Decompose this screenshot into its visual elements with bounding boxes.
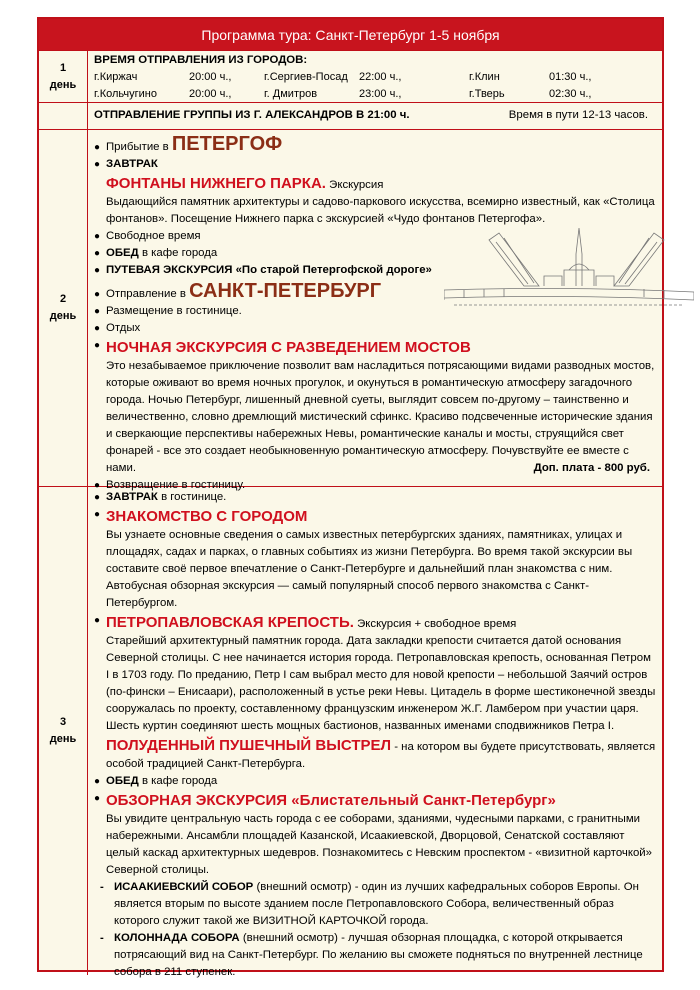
breakfast-suffix: в гостинице. (161, 491, 227, 503)
list-item: ● ЗАВТРАК в гостинице. (94, 491, 227, 503)
list-item: ● Возвращение в гостиницу. (94, 477, 662, 494)
city-name: г.Тверь (469, 88, 505, 100)
dash-item: - КОЛОННАДА СОБОРА (внешний осмотр) - лучшая обзорная площадка, с которой открывается потрясающий вид на Санкт-Петербург. По желанию вы сможете подняться по внутренней лестнице собора в 211 ступенек. (100, 932, 643, 978)
list-item: ● ЗНАКОМСТВО С ГОРОДОМ (94, 508, 308, 525)
day-1-row (39, 50, 662, 102)
departure-cities (94, 69, 662, 103)
lunch: ОБЕД (106, 247, 139, 259)
program-title: Программа тура: Санкт-Петербург 1-5 ноября (39, 19, 662, 50)
day-2-label (39, 130, 88, 486)
night-text (94, 358, 662, 477)
overview-title: ОБЗОРНАЯ ЭКСКУРСИЯ «Блистательный Санкт-Петербург» (106, 792, 556, 809)
day-1-content (88, 51, 662, 102)
fountains-text: Выдающийся памятник архитектуры и садово-паркового искусства, всемирно известный, как «Столица фонтанов». Посещение Нижнего парка с экскурсией «Чудо фонтанов Петергофа». (106, 196, 655, 225)
list-item: ● ОБЕД в кафе города (94, 775, 218, 787)
day-word: день (49, 310, 77, 322)
group-departure: ОТПРАВЛЕНИЕ ГРУППЫ ИЗ Г. АЛЕКСАНДРОВ В 21:00 ч. (94, 109, 410, 121)
free-time: Свободное время (106, 230, 201, 242)
list-item: ● Прибытие в ПЕТЕРГОФ (94, 133, 283, 155)
city-name: г.Кольчугино (94, 88, 158, 100)
city-text: Вы узнаете основные сведения о самых известных петербургских зданиях, памятниках, улицах и площадях, садах и парках, о главных событиях из жизни Петербурга. Во время такой экскурсии вы составите своё первое впечатление о Санкт-Петербурге и дальнейший план знакомства с ним. Автобусная обзорная экскурсия — самый популярный способ первого знакомства с Санкт-Петербургом. (106, 529, 633, 609)
city-time: 20:00 ч., (189, 88, 232, 100)
lunch-suffix: в кафе города (141, 247, 218, 259)
isaac-title: ИСААКИЕВСКИЙ СОБОР (114, 881, 254, 893)
fountains-suffix: Экскурсия (329, 179, 384, 191)
city-time: 02:30 ч., (549, 88, 592, 100)
arrival-prefix: Прибытие в (106, 141, 169, 153)
isaac-bold: ВИЗИТНОЙ КАРТОЧКОЙ (252, 915, 387, 927)
fountains-title: ФОНТАНЫ НИЖНЕГО ПАРКА. (106, 175, 326, 192)
day-3-label (39, 487, 88, 975)
breakfast: ЗАВТРАК (106, 491, 158, 503)
arrival-city: ПЕТЕРГОФ (171, 133, 283, 155)
extra-pay: Доп. плата - 800 руб. (533, 462, 650, 474)
list-item: ● ПУТЕВАЯ ЭКСКУРСИЯ «По старой Петергофской дороге» (94, 262, 662, 279)
fortress-title: ПЕТРОПАВЛОВСКАЯ КРЕПОСТЬ. (106, 614, 354, 631)
list-item: ● Свободное время (94, 228, 662, 245)
list-item: ● ЗАВТРАК (94, 156, 662, 173)
day-number: 2 (59, 293, 67, 305)
day-3-content (88, 487, 662, 978)
night-title: НОЧНАЯ ЭКСКУРСИЯ С РАЗВЕДЕНИЕМ МОСТОВ (106, 339, 471, 356)
day-3-row (39, 486, 662, 978)
night-description: Это незабываемое приключение позволит вам насладиться потрясающими видами разводных мостов, которые оживают во время ночных прогулок, и окунуться в романтическую атмосферу загадочного города. Ночью Петербург, лишенный дневной суеты, выглядит совсем по-другому – таинственно и величественно, словно дремлющий мистический сфинкс. Красиво подсвеченные исторические здания и сверкающие перспективы набережных Невы, романтические каналы и мосты, струящийся свет фонарей - все это создает необыкновенную романтическую атмосферу. Почувствуйте ее вместе с нами. (106, 360, 655, 474)
list-item: ● ОБЗОРНАЯ ЭКСКУРСИЯ «Блистательный Санкт-Петербург» (94, 792, 556, 809)
day-number: 3 (59, 716, 67, 728)
city-time: 22:00 ч., (359, 71, 402, 83)
day-word: день (49, 78, 77, 91)
city-name: г.Клин (469, 71, 500, 83)
day-2-content (88, 130, 662, 491)
list-item: ● Отправление в САНКТ-ПЕТЕРБУРГ (94, 280, 382, 302)
lunch-suffix: в кафе города (141, 775, 218, 787)
fortress-suffix: Экскурсия + свободное время (357, 618, 517, 630)
overview-text: Вы увидите центральную часть города с ее соборами, зданиями, чудесными парками, с гранитными набережными. Ансамбли площадей Казанской, Исаакиевской, Дворцовой, Сенатской составляют целый каскад архитектурных шедевров. Познакомитесь с Невским проспектом - «визитной карточкой» Северной столицы. (106, 813, 652, 876)
list-item: ● ОБЕД в кафе города (94, 247, 218, 259)
isaac-text-a: (внешний осмотр) - один из лучших кафедральных соборов Европы. Он является вторым по высоте зданием после Петропавловского Собора, величественный образ которого служит такой же (114, 881, 639, 927)
program-frame (37, 17, 664, 978)
list-item: ● НОЧНАЯ ЭКСКУРСИЯ С РАЗВЕДЕНИЕМ МОСТОВ (94, 339, 471, 356)
city-time: 20:00 ч., (189, 71, 232, 83)
cannon-title: ПОЛУДЕННЫЙ ПУШЕЧНЫЙ ВЫСТРЕЛ (106, 737, 392, 754)
isaac-text-b: города. (389, 915, 429, 927)
city-time: 01:30 ч., (549, 71, 592, 83)
city-name: г. Дмитров (264, 88, 318, 100)
city-name: г.Киржач (94, 71, 138, 83)
drawbridge-illustration (444, 228, 694, 310)
city-name: г.Сергиев-Посад (264, 71, 348, 83)
return: Возвращение в гостиницу. (106, 479, 246, 491)
fortress-text: Старейший архитектурный памятник города. Дата закладки крепости считается датой основания Северной столицы. С нее начинается история города. Петропавловская крепость, основанная Петром I в 1703 году. По преданию, Петр I сам выбрал место для новой крепости – небольшой Заячий остров (по-фински – Енисаари), расположенный в устье реки Невы. Цитадель в форме шестиконечной звезды сооружалась по проекту, составленному французским инженером Ж.Г. Ламбером при участии царя. Шесть куртин соединяют шесть мощных бастионов, названных именами сподвижников Петра I. (106, 635, 656, 732)
city-time: 23:00 ч., (359, 88, 402, 100)
day-number: 1 (59, 61, 67, 74)
departure-city: САНКТ-ПЕТЕРБУРГ (189, 280, 382, 302)
departure-header: ВРЕМЯ ОТПРАВЛЕНИЯ ИЗ ГОРОДОВ: (94, 54, 308, 66)
hotel: Размещение в гостинице. (106, 305, 242, 317)
day-1-group-row (39, 102, 662, 129)
fountains-heading (94, 173, 662, 194)
colonnade-title: КОЛОННАДА СОБОРА (114, 932, 240, 944)
departure-prefix: Отправление в (106, 288, 186, 300)
cannon-text: - на котором вы будете присутствовать, является особой традицией Санкт-Петербурга. (106, 741, 656, 770)
lunch: ОБЕД (106, 775, 139, 787)
city-title: ЗНАКОМСТВО С ГОРОДОМ (106, 508, 308, 525)
list-item: ● Отдых (94, 320, 662, 337)
list-item: ● Размещение в гостинице. (94, 303, 662, 320)
day-2-row (39, 129, 662, 491)
day-1-label (39, 51, 88, 102)
travel-time: Время в пути 12-13 часов. (508, 109, 648, 121)
colonnade-text: (внешний осмотр) - лучшая обзорная площадка, с которой открывается потрясающий вид на Санкт-Петербург. По желанию вы сможете подняться по внутренней лестнице собора в 211 ступенек. (114, 932, 643, 978)
day-word: день (49, 733, 77, 745)
rest: Отдых (106, 322, 141, 334)
day-1-spacer (39, 103, 88, 129)
tour-walk: ПУТЕВАЯ ЭКСКУРСИЯ «По старой Петергофской дороге» (106, 264, 432, 276)
list-item: ● ПЕТРОПАВЛОВСКАЯ КРЕПОСТЬ. Экскурсия + свободное время (94, 614, 517, 631)
dash-item: - ИСААКИЕВСКИЙ СОБОР (внешний осмотр) - один из лучших кафедральных соборов Европы. Он является вторым по высоте зданием после Петропавловского Собора, величественный образ которого служит такой же ВИЗИТНОЙ КАРТОЧКОЙ города. (100, 881, 639, 927)
group-departure-line (88, 103, 662, 129)
cannon-paragraph (94, 735, 662, 773)
breakfast: ЗАВТРАК (106, 158, 158, 170)
